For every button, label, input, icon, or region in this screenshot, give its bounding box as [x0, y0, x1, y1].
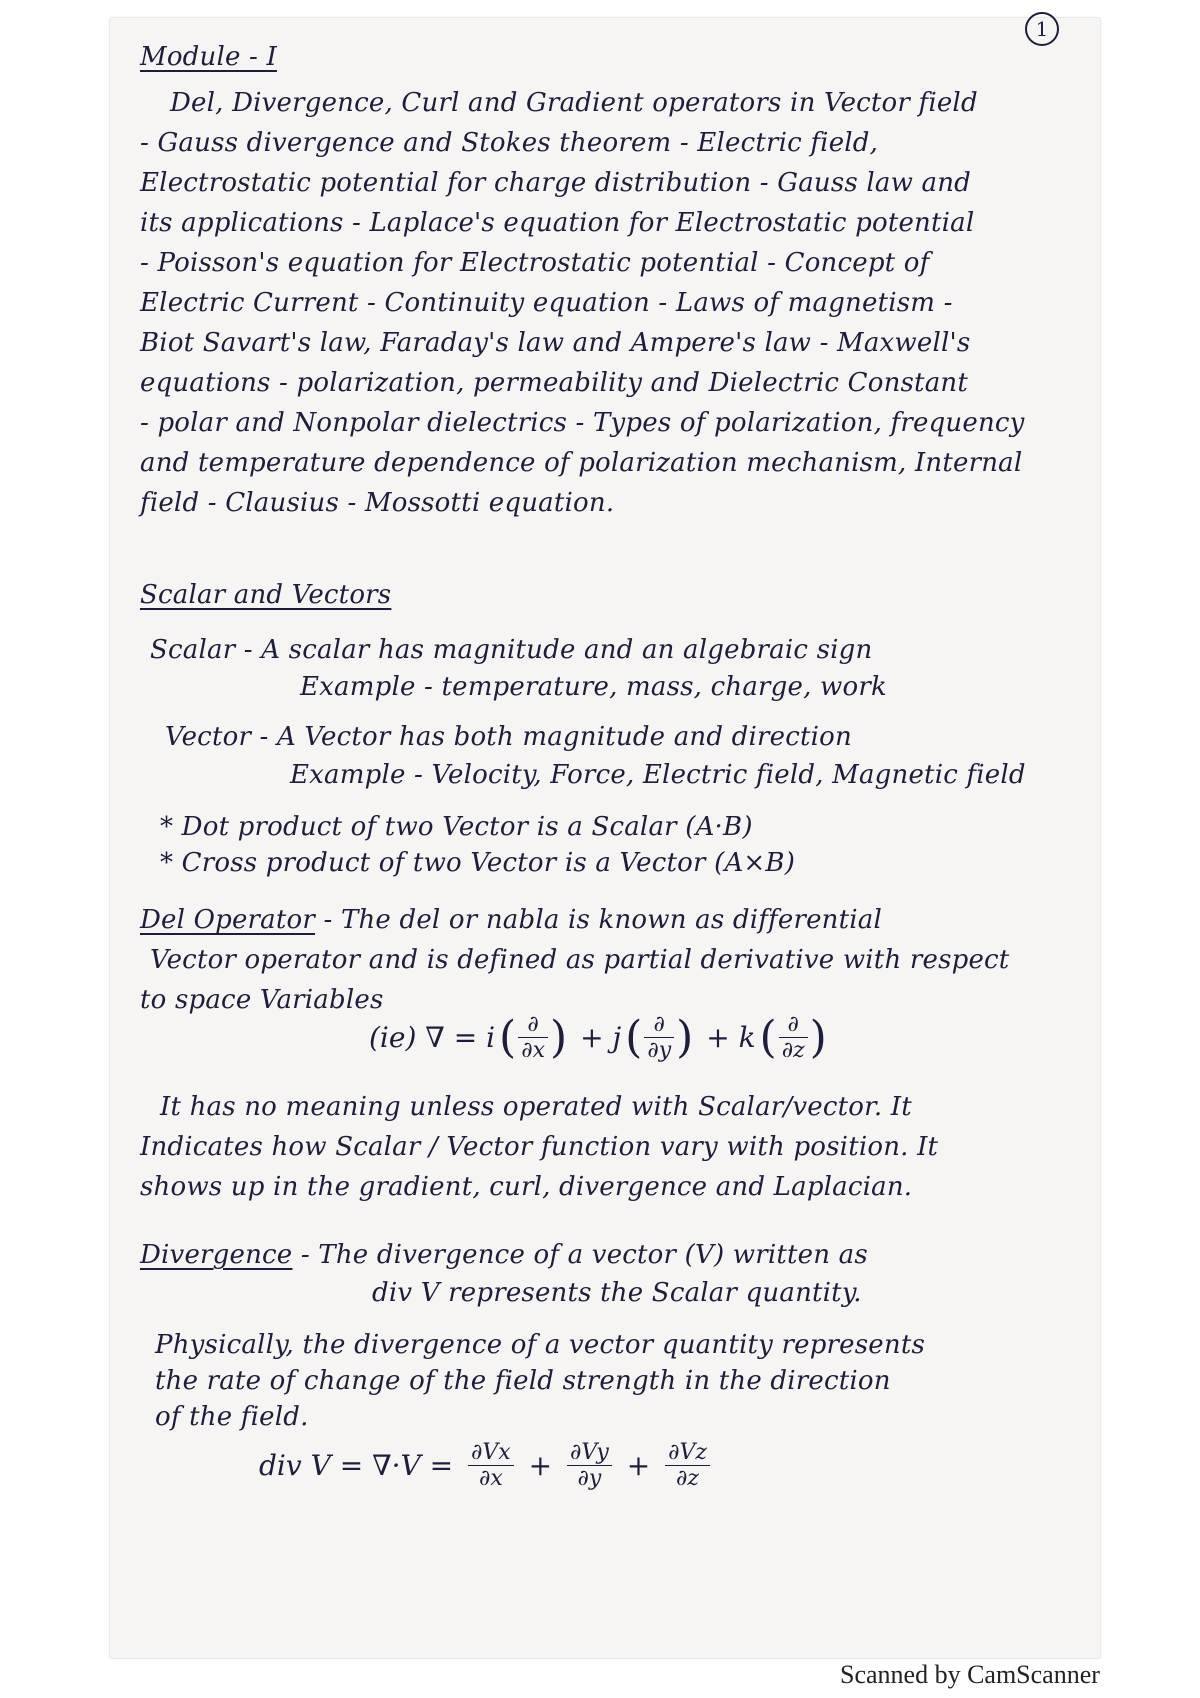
del-note1: It has no meaning unless operated with Scalar/vector. It [160, 1092, 912, 1122]
fraction: $\frac{\partial Vy}{\partial y}$ [567, 1440, 612, 1491]
scalar-vectors-heading: Scalar and Vectors [140, 580, 392, 610]
syllabus-line: Del, Divergence, Curl and Gradient operators in Vector field [170, 88, 978, 118]
scalar-example: Example - temperature, mass, charge, work [300, 672, 887, 702]
fraction: $\frac{\partial}{\partial x}$ [518, 1012, 548, 1063]
divergence-physical1: Physically, the divergence of a vector quantity represents [155, 1330, 926, 1360]
divergence-line1 [140, 1240, 868, 1270]
divergence-formula: div V = ∇·V = $\frac{\partial Vx}{\partial x}$ + $\frac{\partial Vy}{\partial y}$ + $\frac{\partial Vz}{\partial z}$ [255, 1440, 712, 1491]
syllabus-line: Electrostatic potential for charge distribution - Gauss law and [140, 168, 972, 198]
syllabus-line: Biot Savart's law, Faraday's law and Ampere's law - Maxwell's [140, 328, 971, 358]
syllabus-line: field - Clausius - Mossotti equation. [140, 488, 615, 518]
dot-product-note: * Dot product of two Vector is a Scalar (A·B) [160, 812, 753, 842]
syllabus-line: - Poisson's equation for Electrostatic potential - Concept of [140, 248, 930, 278]
del-note3: shows up in the gradient, curl, divergence and Laplacian. [140, 1172, 913, 1202]
syllabus-line: its applications - Laplace's equation for Electrostatic potential [140, 208, 975, 238]
fraction: $\frac{\partial Vz}{\partial z}$ [665, 1440, 710, 1491]
page-number: 1 [1025, 12, 1059, 46]
cross-product-note: * Cross product of two Vector is a Vector (A×B) [160, 848, 796, 878]
fraction: $\frac{\partial}{\partial z}$ [779, 1012, 808, 1063]
del-operator-line1 [140, 905, 882, 935]
del-operator-line2: Vector operator and is defined as partial derivative with respect [150, 945, 1010, 975]
del-note2: Indicates how Scalar / Vector function vary with position. It [140, 1132, 939, 1162]
scalar-definition: Scalar - A scalar has magnitude and an algebraic sign [150, 635, 873, 665]
divergence-text: - The divergence of a vector (V) written as [292, 1240, 868, 1270]
syllabus-line: equations - polarization, permeability and Dielectric Constant [140, 368, 968, 398]
syllabus-line: Electric Current - Continuity equation - Laws of magnetism - [140, 288, 953, 318]
del-formula-prefix: (ie) ∇ = i [369, 1021, 496, 1054]
fraction: $\frac{\partial}{\partial y}$ [644, 1012, 674, 1063]
scanner-watermark: Scanned by CamScanner [840, 1660, 1100, 1689]
del-operator-line3: to space Variables [140, 985, 384, 1015]
module-title: Module - I [140, 42, 277, 72]
del-formula-k: + k [706, 1021, 756, 1054]
divergence-formula-lhs: div V = ∇·V = [259, 1449, 454, 1482]
syllabus-line: and temperature dependence of polarization mechanism, Internal [140, 448, 1023, 478]
del-formula: (ie) ∇ = i( $\frac{\partial}{\partial x}$ ) + j( $\frac{\partial}{\partial y}$ ) + k( $\frac{\partial}{\partial z}$ ) [369, 1012, 827, 1063]
del-operator-text: - The del or nabla is known as differential [315, 905, 882, 935]
divergence-line2: div V represents the Scalar quantity. [372, 1278, 862, 1308]
vector-definition: Vector - A Vector has both magnitude and direction [165, 722, 852, 752]
fraction: $\frac{\partial Vx}{\partial x}$ [468, 1440, 514, 1491]
divergence-physical3: of the field. [155, 1402, 309, 1432]
divergence-heading: Divergence [140, 1240, 293, 1270]
vector-example: Example - Velocity, Force, Electric field, Magnetic field [290, 760, 1026, 790]
syllabus-line: - polar and Nonpolar dielectrics - Types of polarization, frequency [140, 408, 1025, 438]
del-formula-j: + j [580, 1021, 622, 1054]
del-operator-heading: Del Operator [140, 905, 316, 935]
syllabus-line: - Gauss divergence and Stokes theorem - Electric field, [140, 128, 879, 158]
divergence-physical2: the rate of change of the field strength in the direction [155, 1366, 891, 1396]
